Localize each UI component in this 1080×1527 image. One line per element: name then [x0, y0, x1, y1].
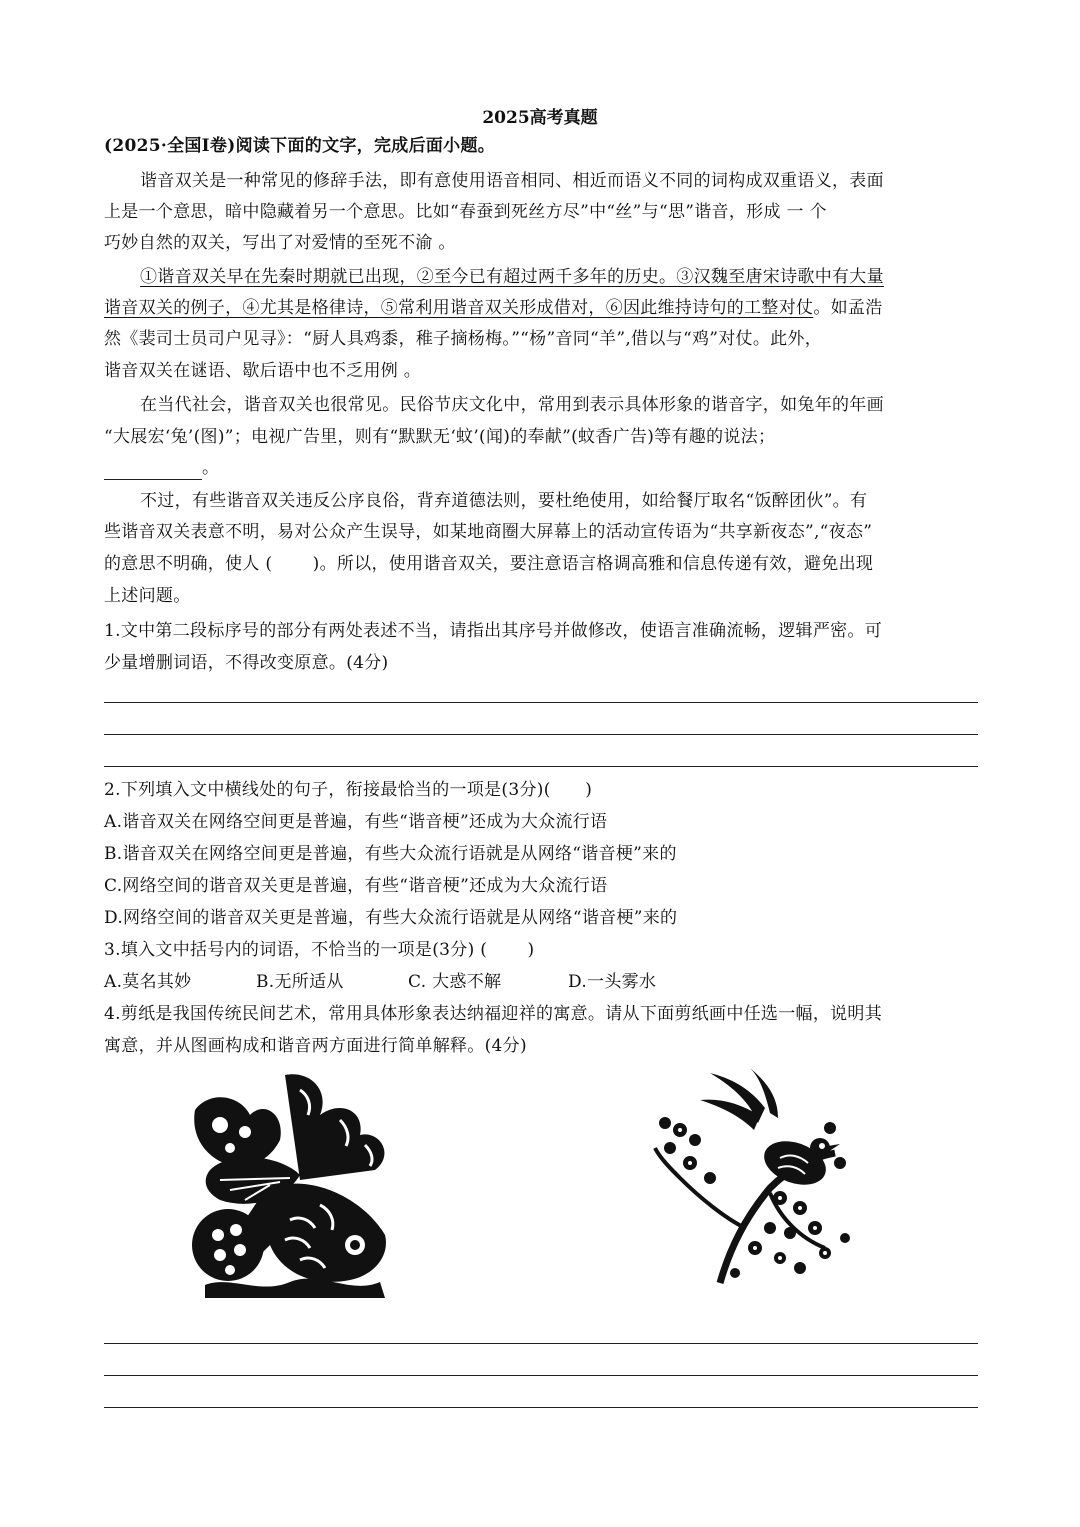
- papercut-magpie-plum-icon: [650, 1068, 865, 1286]
- answer-line[interactable]: [104, 1407, 978, 1408]
- p4-line-2: 些谐音双关表意不明，易对公众产生误导，如某地商圈大屏幕上的活动宣传语为“共享新夜态”,“夜态”: [104, 522, 873, 542]
- p2-line-2-rest: 。如孟浩: [813, 298, 883, 318]
- p3-line-1: 在当代社会，谐音双关也很常见。民俗节庆文化中，常用到表示具体形象的谐音字，如兔年的年画: [140, 395, 884, 415]
- p3-line-3: [104, 456, 984, 480]
- p3-end-mark: 。: [202, 458, 220, 478]
- fill-blank[interactable]: [104, 461, 202, 480]
- q3-stem: 3.填入文中括号内的词语，不恰当的一项是(3分) ( ): [104, 940, 535, 960]
- q2-option-d[interactable]: D.网络空间的谐音双关更是普遍，有些大众流行语就是从网络“谐音梗”来的: [104, 908, 678, 928]
- papercut-lotus-fish-icon: [190, 1070, 405, 1298]
- q2-stem: 2.下列填入文中横线处的句子，衔接最恰当的一项是(3分)( ): [104, 780, 593, 800]
- intro-line: (2025·全国I卷)阅读下面的文字，完成后面小题。: [104, 136, 496, 156]
- q3-option-d[interactable]: D.一头雾水: [568, 972, 657, 992]
- lotus-fish-svg: [190, 1070, 405, 1298]
- p4-line-3: 的意思不明确，使人 ( )。所以，使用谐音双关，要注意语言格调高雅和信息传递有效，避免出现: [104, 554, 874, 574]
- q4-line-1: 4.剪纸是我国传统民间艺术，常用具体形象表达纳福迎祥的寓意。请从下面剪纸画中任选一幅，说明其: [104, 1004, 883, 1024]
- p1-line-1: 谐音双关是一种常见的修辞手法，即有意使用语音相同、相近而语义不同的词构成双重语义，表面: [140, 171, 884, 191]
- answer-line[interactable]: [104, 1375, 978, 1376]
- page-title: 2025高考真题: [482, 108, 598, 128]
- p2-line-2: [104, 296, 984, 320]
- p3-line-2: “大展宏‘兔’(图)”；电视广告里，则有“默默无‘蚊’(闻)的奉献”(蚊香广告)等有趣的说法；: [104, 427, 776, 447]
- q2-option-a[interactable]: A.谐音双关在网络空间更是普遍，有些“谐音梗”还成为大众流行语: [104, 812, 608, 832]
- q2-option-b[interactable]: B.谐音双关在网络空间更是普遍，有些大众流行语就是从网络“谐音梗”来的: [104, 844, 677, 864]
- answer-line[interactable]: [104, 766, 978, 767]
- answer-line[interactable]: [104, 734, 978, 735]
- answer-line[interactable]: [104, 702, 978, 703]
- q3-option-b[interactable]: B.无所适从: [256, 972, 344, 992]
- p2-line-1: ①谐音双关早在先秦时期就已出现，②至今已有超过两千多年的历史。③汉魏至唐宋诗歌中有大量: [140, 267, 884, 287]
- p1-line-3: 巧妙自然的双关，写出了对爱情的至死不渝 。: [104, 233, 456, 253]
- q1-line-2: 少量增删词语，不得改变原意。(4分): [104, 653, 389, 673]
- q4-line-2: 寓意，并从图画构成和谐音两方面进行简单解释。(4分): [104, 1036, 527, 1056]
- q3-options: [104, 970, 984, 994]
- magpie-plum-svg: [650, 1068, 865, 1286]
- p4-line-4: 上述问题。: [104, 586, 191, 606]
- p2-line-3: 然《裴司士员司户见寻》：“厨人具鸡黍，稚子摘杨梅。”“杨”音同“羊”,借以与“鸡”对仗。此外，: [104, 329, 823, 349]
- q3-option-c[interactable]: C. 大惑不解: [408, 972, 502, 992]
- q3-option-a[interactable]: A.莫名其妙: [104, 972, 192, 992]
- q2-option-c[interactable]: C.网络空间的谐音双关更是普遍，有些“谐音梗”还成为大众流行语: [104, 876, 608, 896]
- p1-line-2: 上是一个意思，暗中隐藏着另一个意思。比如“春蚕到死丝方尽”中“丝”与“思”谐音，形成 一 个: [104, 202, 827, 222]
- q1-line-1: 1.文中第二段标序号的部分有两处表述不当，请指出其序号并做修改，使语言准确流畅，逻辑严密。可: [104, 621, 883, 641]
- p2-underlined-text: 谐音双关的例子，④尤其是格律诗，⑤常利用谐音双关形成借对，⑥因此维持诗句的工整对仗: [104, 298, 814, 318]
- answer-line[interactable]: [104, 1343, 978, 1344]
- p2-line-4: 谐音双关在谜语、歇后语中也不乏用例 。: [104, 361, 422, 381]
- p4-line-1: 不过，有些谐音双关违反公序良俗，背弃道德法则，要杜绝使用，如给餐厅取名“饭醉团伙”。有: [140, 491, 868, 511]
